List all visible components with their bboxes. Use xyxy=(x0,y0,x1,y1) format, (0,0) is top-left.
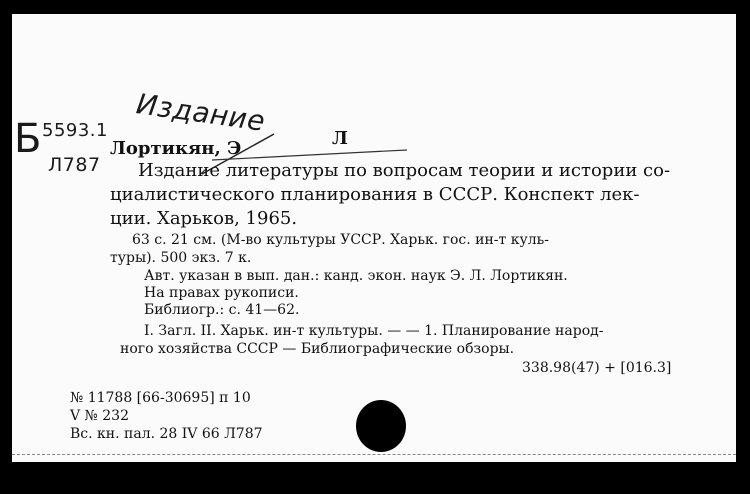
shelf-mark-call: Л787 xyxy=(48,154,101,176)
tracing-line: I. Загл. II. Харьк. ин-т культуры. — — 1. Планирование народ- xyxy=(144,323,604,339)
title-line: циалистического планирования в СССР. Конспект лек- xyxy=(110,184,640,205)
handwritten-note: Издание xyxy=(134,87,268,138)
classification: 338.98(47) + [016.3] xyxy=(522,360,672,376)
title-line: Издание литературы по вопросам теории и истории со- xyxy=(138,160,671,181)
physical-line: туры). 500 экз. 7 к. xyxy=(110,250,252,266)
shelf-mark-number: 5593.1 xyxy=(42,120,108,141)
title-line: ции. Харьков, 1965. xyxy=(110,208,298,229)
note-line: Авт. указан в вып. дан.: канд. экон. наук Э. Л. Лортикян. xyxy=(144,268,568,284)
catalog-card xyxy=(12,14,736,462)
card-edge-dashes xyxy=(12,454,736,455)
footer-line: № 11788 [66-30695] п 10 xyxy=(70,390,251,406)
heading-letter: Л xyxy=(332,128,348,149)
footer-line: V № 232 xyxy=(70,408,129,424)
tracing-line: ного хозяйства СССР — Библиографические обзоры. xyxy=(120,341,515,357)
physical-line: 63 с. 21 см. (М-во культуры УССР. Харьк. гос. ин-т куль- xyxy=(132,232,549,248)
footer-line: Вс. кн. пал. 28 IV 66 Л787 xyxy=(70,426,263,442)
heading-author: Лортикян, Э xyxy=(110,138,242,159)
note-line: Библиогр.: с. 41—62. xyxy=(144,302,300,318)
note-line: На правах рукописи. xyxy=(144,285,299,301)
shelf-mark-letter: Б xyxy=(14,116,42,162)
punch-hole xyxy=(356,400,406,452)
